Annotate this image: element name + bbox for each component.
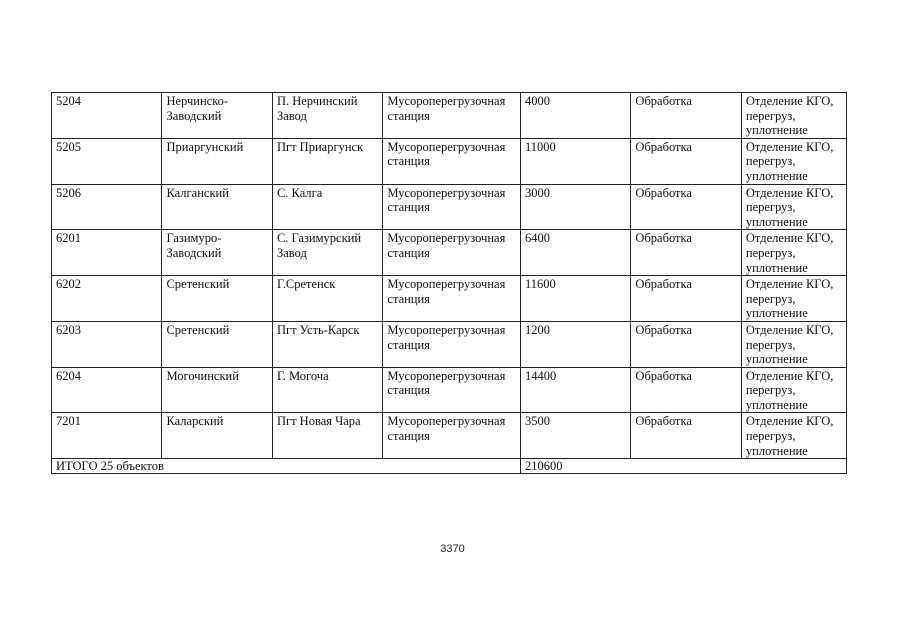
place-text: Пгт Приаргунск: [276, 139, 364, 154]
cell-object-type: [383, 276, 521, 322]
cell-note: [741, 321, 846, 367]
cell-note: [741, 93, 846, 139]
cell-operation: [631, 230, 741, 276]
note-text: Отделение КГО, перегруз, уплотнение: [745, 414, 834, 458]
object-type-text: Мусороперегрузочная станция: [387, 414, 506, 444]
table-body: [52, 93, 847, 474]
cell-code: [52, 93, 162, 139]
volume-text: 11600: [524, 277, 556, 292]
cell-object-type: [383, 93, 521, 139]
cell-district: [162, 93, 272, 139]
place-text: С. Газимурский Завод: [276, 231, 362, 260]
volume-text: 4000: [524, 94, 550, 108]
cell-operation: [631, 413, 741, 459]
cell-operation: [631, 138, 741, 184]
cell-place: [272, 230, 382, 276]
code-text: 5204: [56, 94, 81, 108]
cell-district: [162, 413, 272, 459]
cell-district: [162, 321, 272, 367]
cell-object-type: [383, 321, 521, 367]
cell-place: [272, 93, 382, 139]
place-text: С. Калга: [276, 185, 323, 200]
cell-place: [272, 184, 382, 230]
table-row: [52, 276, 847, 322]
cell-district: [162, 367, 272, 413]
note-text: Отделение КГО, перегруз, уплотнение: [745, 231, 834, 275]
cell-volume: [520, 321, 630, 367]
cell-note: [741, 413, 846, 459]
cell-operation: [631, 367, 741, 413]
code-text: 6202: [56, 277, 81, 292]
object-type-text: Мусороперегрузочная станция: [387, 94, 506, 123]
cell-place: [272, 413, 382, 459]
cell-volume: [520, 230, 630, 276]
cell-district: [162, 276, 272, 322]
cell-operation: [631, 321, 741, 367]
note-text: Отделение КГО, перегруз, уплотнение: [745, 185, 834, 229]
cell-district: [162, 230, 272, 276]
cell-code: [52, 276, 162, 322]
object-type-text: Мусороперегрузочная станция: [387, 277, 506, 306]
volume-text: 6400: [524, 231, 550, 246]
cell-note: [741, 184, 846, 230]
note-text: Отделение КГО, перегруз, уплотнение: [745, 94, 834, 138]
table-row: [52, 184, 847, 230]
table-row: [52, 230, 847, 276]
operation-text: Обработка: [635, 185, 692, 200]
note-text: Отделение КГО, перегруз, уплотнение: [745, 322, 834, 367]
volume-text: 3000: [524, 185, 550, 200]
volume-text: 3500: [524, 414, 550, 429]
table-row: [52, 321, 847, 367]
operation-text: Обработка: [635, 231, 692, 246]
object-type-text: Мусороперегрузочная станция: [387, 322, 506, 352]
note-text: Отделение КГО, перегруз, уплотнение: [745, 139, 834, 183]
code-text: 5206: [56, 185, 81, 200]
code-text: 7201: [56, 414, 81, 429]
operation-text: Обработка: [635, 322, 692, 337]
operation-text: Обработка: [635, 139, 692, 154]
cell-volume: [520, 276, 630, 322]
operation-text: Обработка: [635, 414, 692, 429]
place-text: П. Нерчинский Завод: [276, 94, 358, 123]
district-text: Газимуро-Заводский: [166, 231, 222, 260]
cell-place: [272, 367, 382, 413]
cell-note: [741, 276, 846, 322]
document-table-container: [51, 92, 847, 474]
code-text: 5205: [56, 139, 81, 154]
cell-object-type: [383, 184, 521, 230]
cell-code: [52, 138, 162, 184]
cell-volume: [520, 367, 630, 413]
table-row: [52, 367, 847, 413]
total-row: [52, 459, 847, 474]
table-row: [52, 138, 847, 184]
note-text: Отделение КГО, перегруз, уплотнение: [745, 277, 834, 321]
cell-operation: [631, 184, 741, 230]
operation-text: Обработка: [635, 368, 692, 383]
cell-code: [52, 230, 162, 276]
table-row: [52, 413, 847, 459]
district-text: Калганский: [166, 185, 229, 200]
district-text: Нерчинско-Заводский: [166, 94, 229, 123]
cell-place: [272, 321, 382, 367]
code-text: 6203: [56, 322, 81, 337]
cell-volume: [520, 93, 630, 139]
object-type-text: Мусороперегрузочная станция: [387, 139, 506, 169]
district-text: Могочинский: [166, 368, 239, 383]
cell-total-volume: [520, 459, 846, 474]
table-row: [52, 93, 847, 139]
cell-volume: [520, 138, 630, 184]
cell-code: [52, 367, 162, 413]
cell-code: [52, 321, 162, 367]
total-label: ИТОГО 25 объектов: [56, 459, 164, 474]
cell-code: [52, 413, 162, 459]
operation-text: Обработка: [635, 277, 692, 292]
total-volume: 210600: [524, 459, 563, 474]
code-text: 6201: [56, 231, 81, 246]
volume-text: 14400: [524, 368, 557, 383]
cell-object-type: [383, 413, 521, 459]
place-text: Г.Сретенск: [276, 277, 336, 292]
district-text: Каларский: [166, 414, 224, 429]
volume-text: 11000: [524, 139, 556, 154]
place-text: Пгт Усть-Карск: [276, 322, 360, 337]
cell-total-label: [52, 459, 521, 474]
cell-code: [52, 184, 162, 230]
cell-district: [162, 184, 272, 230]
note-text: Отделение КГО, перегруз, уплотнение: [745, 368, 834, 412]
cell-object-type: [383, 230, 521, 276]
cell-note: [741, 138, 846, 184]
waste-facilities-table: [51, 92, 847, 474]
district-text: Сретенский: [166, 277, 230, 292]
district-text: Сретенский: [166, 322, 230, 337]
district-text: Приаргунский: [166, 139, 244, 154]
volume-text: 1200: [524, 322, 550, 337]
cell-operation: [631, 93, 741, 139]
operation-text: Обработка: [635, 94, 692, 108]
object-type-text: Мусороперегрузочная станция: [387, 185, 506, 215]
cell-volume: [520, 413, 630, 459]
page-number: 3370: [440, 543, 465, 555]
code-text: 6204: [56, 368, 81, 383]
cell-note: [741, 367, 846, 413]
object-type-text: Мусороперегрузочная станция: [387, 368, 506, 398]
place-text: Г. Могоча: [276, 368, 329, 383]
cell-note: [741, 230, 846, 276]
cell-place: [272, 138, 382, 184]
cell-object-type: [383, 367, 521, 413]
cell-place: [272, 276, 382, 322]
cell-object-type: [383, 138, 521, 184]
cell-volume: [520, 184, 630, 230]
cell-operation: [631, 276, 741, 322]
place-text: Пгт Новая Чара: [276, 414, 361, 429]
cell-district: [162, 138, 272, 184]
object-type-text: Мусороперегрузочная станция: [387, 231, 506, 260]
